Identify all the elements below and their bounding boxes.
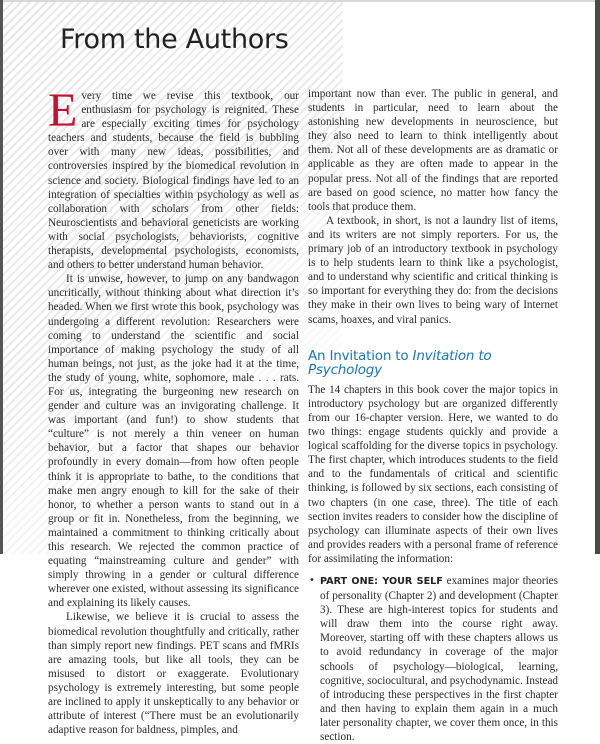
right-column: [308, 87, 558, 744]
section-paragraph: The 14 chapters in this book cover the major topics in introductory psychology but are organized differently from our 16-chapter version. Here, we wanted to do two things: engage students quickly and provide a logical scaffolding for the diverse topics in psychology. The first chapter, which introduces students to the field and to the fundamentals of critical and scientific thinking, is followed by six sections, each consisting of two chapters (in one case, three). The title of each section invites readers to consider how the discipline of psychology can illuminate aspects of their own lives and provides readers with a personal frame of reference for assimilating the information:: [308, 383, 558, 565]
bullet-icon: •: [309, 575, 315, 586]
section-heading-prefix: An Invitation to: [308, 347, 413, 364]
drop-cap: E: [48, 84, 78, 137]
page-right-edge: [595, 0, 600, 554]
left-column: [48, 84, 299, 737]
intro-paragraph: [48, 84, 299, 272]
body-paragraph: A textbook, in short, is not a laundry list of items, and its writers are not simply reporters. For us, the primary job of an introductory textbook in psychology is to help students learn to think like a psychologist, and to understand why scientific and critical thinking is so important for everything they do: from the decisions they make in their own lives to being wary of Internet scams, hoaxes, and viral panics.: [308, 214, 558, 326]
section-heading-book-title: Invitation to Psychology: [308, 347, 492, 378]
body-paragraph: It is unwise, however, to jump on any bandwagon uncritically, without thinking about what direction it’s headed. When we first wrote this book, psychology was undergoing a different revolution: Researchers were coming to understand the scientific and social importance of making psychology the study of all human beings, not just, as the joke had it at the time, the study of young, white, sophomore, male . . . rats. For us, integrating the burgeoning new research on gender and culture was an invigorating challenge. It was important (and fun!) to show students that “culture” is not merely a thin veneer on human behavior, but a factor that shapes our behavior profoundly in every domain—from how often people think it is appropriate to bathe, to the conditions that make men angry enough to kill for the sake of their honor, to whether a person wants to stand out in a group or fit in. Nonetheless, from the beginning, we maintained a commitment to thinking critically about this research. We rejected the common practice of equating “mainstreaming culture and gender” with simply throwing in a gender or cultural difference wherever one existed, without assessing its significance and explaining its likely causes.: [48, 273, 299, 610]
list-item: [309, 574, 558, 744]
bullet-text: examines major theories of personality (Chapter 2) and development (Chapter 3). These are high-interest topics for students and will draw them into the course right away. Moreover, starting off with these chapters allows us to avoid redundancy in coverage of the major schools of psychology—biological, learning, cognitive, sociocultural, and psychodynamic. Instead of introducing these perspectives in the first chapter and then having to explain them again in a much later personality chapter, we cover them once, in this section.: [320, 575, 558, 744]
page-left-edge: [0, 0, 3, 554]
body-paragraph: Likewise, we believe it is crucial to assess the biomedical revolution thoughtfully and critically, rather than simply report new findings. PET scans and fMRIs are amazing tools, but like all tools, they can be misused to distort or exaggerate. Evolutionary psychology is extremely interesting, but some people are inclined to apply it unskeptically to any behavior or attribute of interest (“There must be an evolutionarily adaptive reason for baldness, pimples, and: [48, 611, 299, 737]
bullet-lead: PART ONE: YOUR SELF: [320, 576, 443, 587]
intro-paragraph-text: very time we revise this textbook, our enthusiasm for psychology is reignited. These are especially exciting times for psychology teachers and students, because the field is bubbling over with many new ideas, possibilities, and controversies inspired by the biomedical revolution in science and society. Biological findings have led to an integration of specialties within psychology as well as collaboration with scholars from other fields: Neuroscientists and behavioral geneticists are working with social psychologists, behaviorists, cognitive therapists, developmental psychologists, economists, and others to better understand human behavior.: [48, 90, 299, 272]
section-heading: [308, 349, 558, 377]
page-title: From the Authors: [60, 24, 289, 55]
body-paragraph-continued: important now than ever. The public in general, and students in particular, need to learn about the astonishing new developments in neuroscience, but they also need to learn to think intelligently about them. Not all of these developments are as dramatic or applicable as they are often made to appear in the popular press. Not all of the findings that are reported are based on good science, no matter how fancy the tools that produce them.: [308, 88, 558, 213]
parts-list: [308, 574, 558, 744]
